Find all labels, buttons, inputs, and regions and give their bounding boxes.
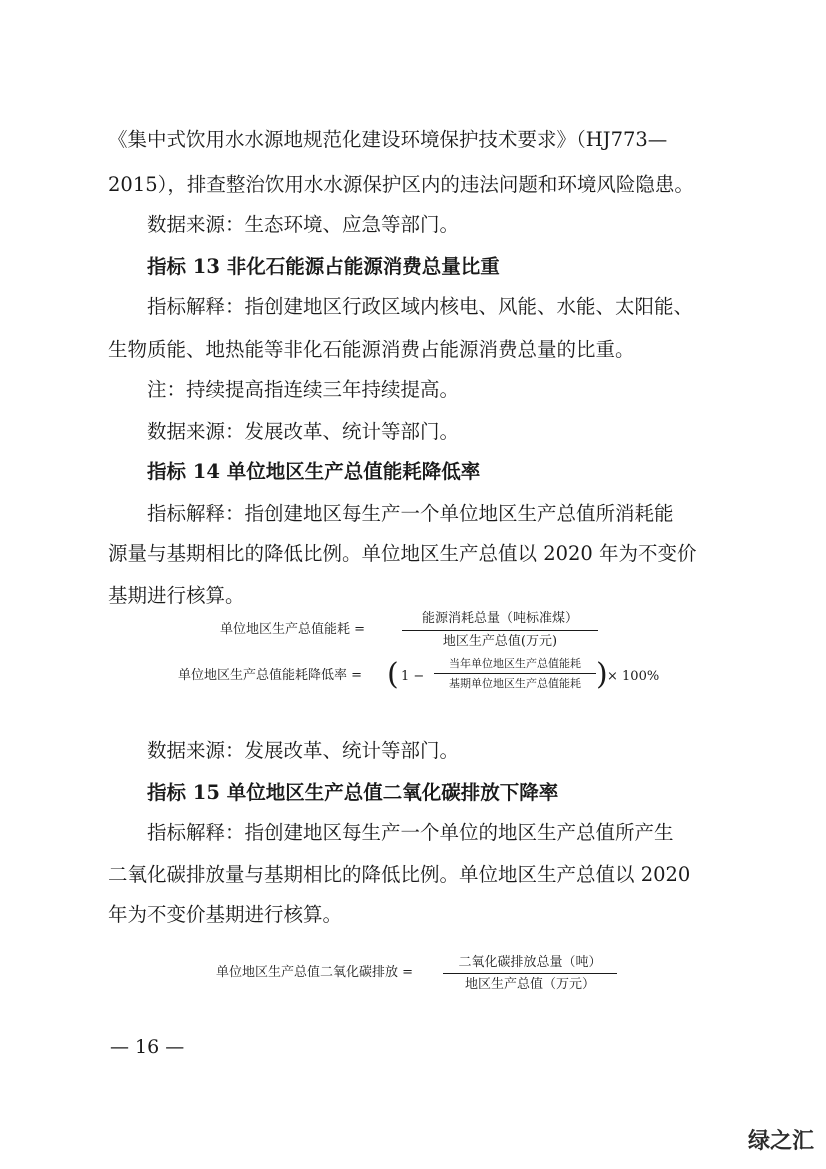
formula-lhs: 单位地区生产总值能耗 = [220, 622, 366, 637]
paragraph-line: 基期进行核算。 [108, 584, 245, 607]
paragraph-line: 注：持续提高指连续三年持续提高。 [147, 378, 460, 401]
indicator-heading: 指标 14 单位地区生产总值能耗降低率 [147, 460, 481, 483]
paragraph-line: 《集中式饮用水水源地规范化建设环境保护技术要求》（HJ773— [108, 128, 668, 151]
paragraph-line: 数据来源：发展改革、统计等部门。 [147, 739, 460, 762]
paragraph-line: 生物质能、地热能等非化石能源消费占能源消费总量的比重。 [108, 338, 635, 361]
fraction-bar [434, 673, 596, 674]
paragraph-line: 2015），排查整治饮用水水源保护区内的违法问题和环境风险隐患。 [108, 173, 694, 196]
paragraph-line: 年为不变价基期进行核算。 [108, 903, 343, 926]
paragraph-line: 二氧化碳排放量与基期相比的降低比例。单位地区生产总值以 2020 [108, 863, 691, 886]
watermark-logo: 绿之汇 [747, 1129, 814, 1154]
indicator-heading: 指标 15 单位地区生产总值二氧化碳排放下降率 [147, 781, 559, 804]
formula-numerator: 能源消耗总量（吨标准煤） [421, 611, 578, 626]
paragraph-line: 指标解释：指创建地区行政区域内核电、风能、水能、太阳能、 [147, 295, 694, 318]
formula-denominator: 基期单位地区生产总值能耗 [449, 677, 581, 690]
formula-lhs: 单位地区生产总值二氧化碳排放 = [216, 965, 414, 980]
formula-denominator: 地区生产总值（万元） [464, 977, 595, 992]
formula-lhs: 单位地区生产总值能耗降低率 = [178, 668, 363, 683]
indicator-heading: 指标 13 非化石能源占能源消费总量比重 [147, 255, 500, 278]
fraction-bar [443, 973, 617, 974]
paragraph-line: 指标解释：指创建地区每生产一个单位的地区生产总值所产生 [147, 821, 674, 844]
left-paren: ( [387, 657, 399, 692]
page-number: — 16 — [110, 1036, 185, 1058]
formula-one-minus: 1 − [401, 669, 425, 684]
fraction-bar [402, 630, 598, 631]
paragraph-line: 数据来源：生态环境、应急等部门。 [147, 213, 460, 236]
formula-numerator: 当年单位地区生产总值能耗 [449, 657, 581, 670]
paragraph-line: 指标解释：指创建地区每生产一个单位地区生产总值所消耗能 [147, 502, 674, 525]
paragraph-line: 源量与基期相比的降低比例。单位地区生产总值以 2020 年为不变价 [108, 542, 697, 565]
formula-denominator: 地区生产总值(万元) [442, 634, 558, 649]
formula-numerator: 二氧化碳排放总量（吨） [458, 955, 602, 970]
right-paren: ) [596, 657, 608, 692]
formula-tail: × 100% [607, 669, 660, 684]
paragraph-line: 数据来源：发展改革、统计等部门。 [147, 420, 460, 443]
